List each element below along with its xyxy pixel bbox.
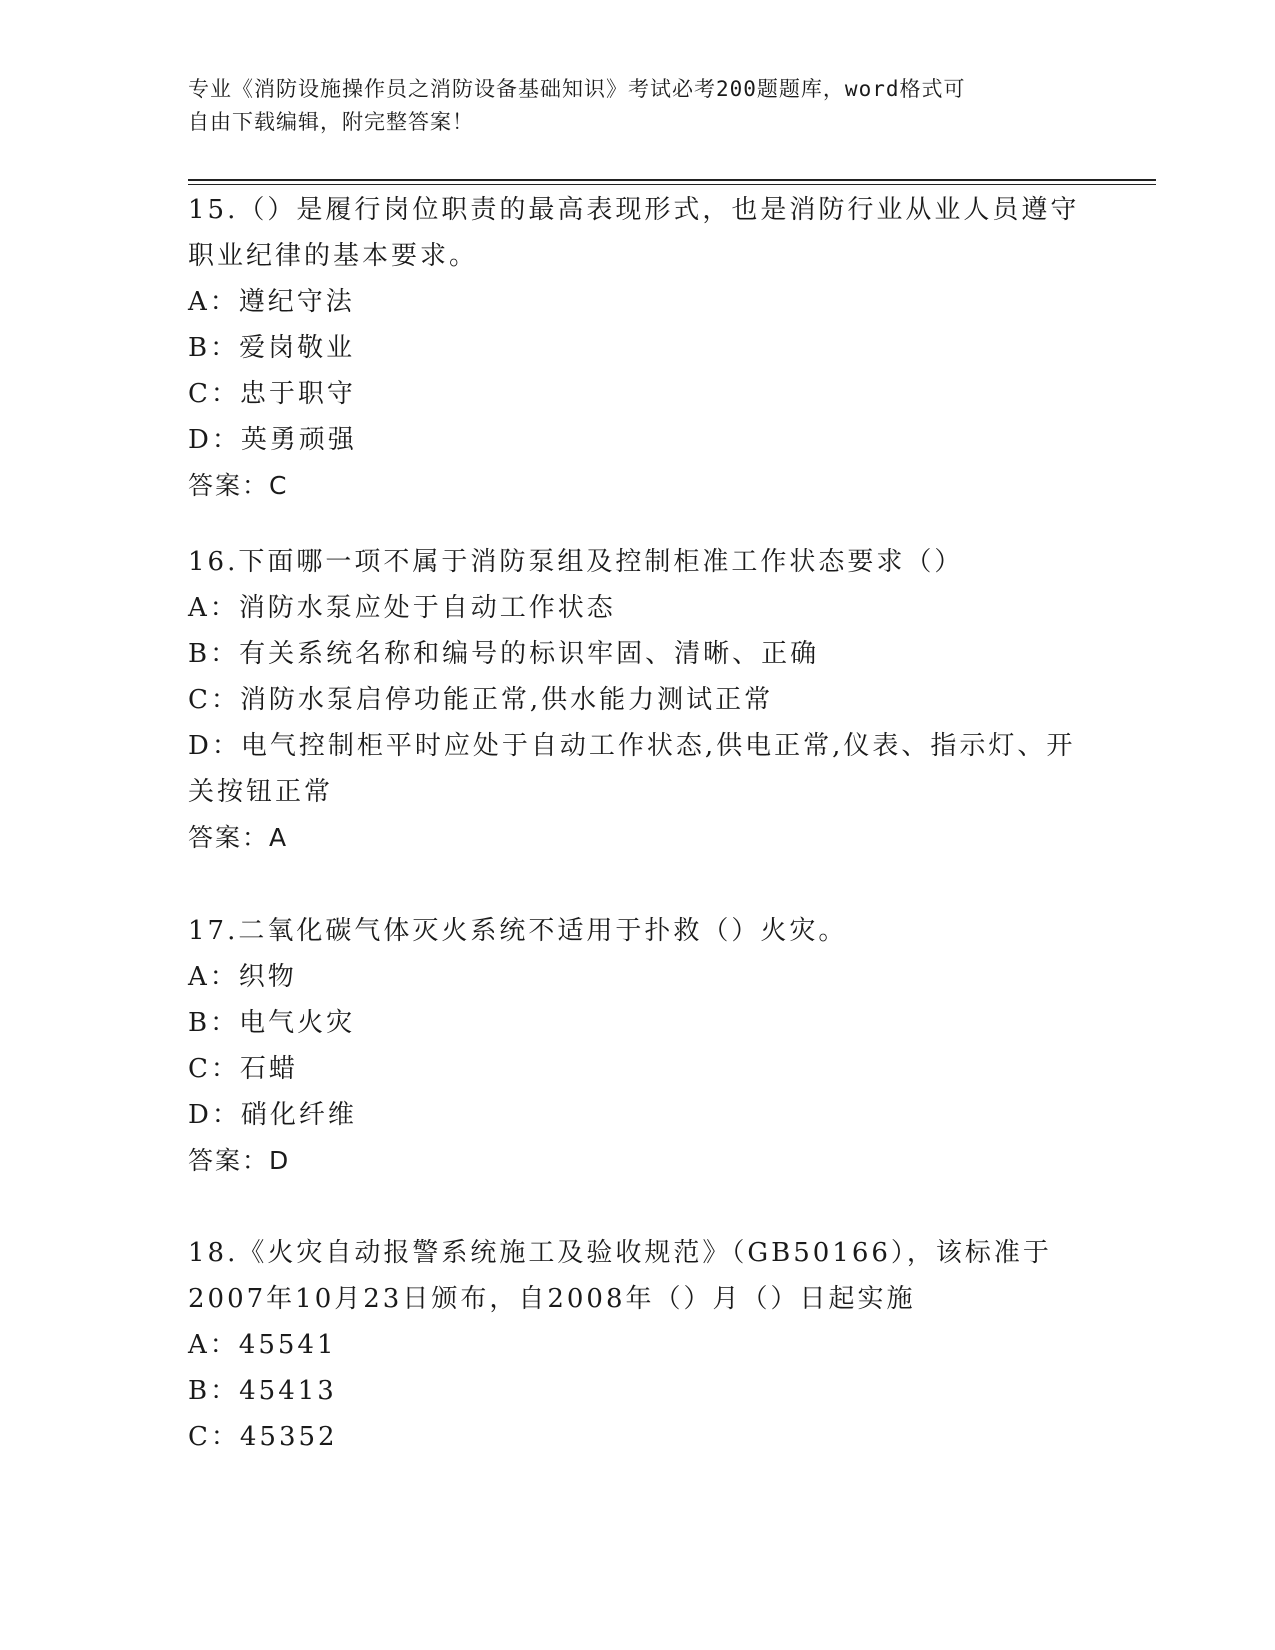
- option-a: A：织物: [188, 962, 297, 992]
- option-b: B：爱岗敬业: [188, 333, 356, 363]
- option-a: A：45541: [188, 1330, 337, 1360]
- option-c: C：消防水泵启停功能正常,供水能力测试正常: [188, 685, 774, 715]
- option-c: C：45352: [188, 1422, 338, 1452]
- option-a: A：遵纪守法: [188, 287, 355, 317]
- question-stem-line: 2007年10月23日颁布，自2008年（）月（）日起实施: [188, 1284, 916, 1314]
- option-d: D：硝化纤维: [188, 1100, 357, 1130]
- answer: 答案：A: [188, 823, 289, 852]
- header-line-1: 专业《消防设施操作员之消防设备基础知识》考试必考200题题库，word格式可: [188, 77, 966, 101]
- question-stem-line: 18.《火灾自动报警系统施工及验收规范》（GB50166），该标准于: [188, 1238, 1052, 1268]
- question-15: [188, 187, 1088, 509]
- option-b: B：有关系统名称和编号的标识牢固、清晰、正确: [188, 639, 820, 669]
- header-divider-thin: [188, 184, 1156, 185]
- answer: 答案：D: [188, 1146, 291, 1175]
- question-17: [188, 908, 1088, 1184]
- question-stem-line: 17.二氧化碳气体灭火系统不适用于扑救（）火灾。: [188, 916, 848, 946]
- question-stem-line: 15.（）是履行岗位职责的最高表现形式，也是消防行业从业人员遵守: [188, 195, 1080, 225]
- option-c: C：石蜡: [188, 1054, 298, 1084]
- option-a: A：消防水泵应处于自动工作状态: [188, 593, 616, 623]
- option-d: D：电气控制柜平时应处于自动工作状态,供电正常,仪表、指示灯、开: [188, 731, 1076, 761]
- option-b: B：45413: [188, 1376, 337, 1406]
- question-stem-line: 16.下面哪一项不属于消防泵组及控制柜准工作状态要求（）: [188, 547, 964, 577]
- question-16: [188, 539, 1088, 861]
- option-b: B：电气火灾: [188, 1008, 356, 1038]
- header-line-2: 自由下载编辑，附完整答案！: [188, 110, 474, 134]
- option-c: C：忠于职守: [188, 379, 356, 409]
- document-header: [188, 73, 1088, 139]
- option-d: D：英勇顽强: [188, 425, 357, 455]
- answer: 答案：C: [188, 471, 289, 500]
- question-stem-line: 职业纪律的基本要求。: [188, 241, 479, 271]
- header-divider-thick: [188, 179, 1156, 181]
- question-18: [188, 1230, 1088, 1460]
- option-d-continued: 关按钮正常: [188, 777, 334, 807]
